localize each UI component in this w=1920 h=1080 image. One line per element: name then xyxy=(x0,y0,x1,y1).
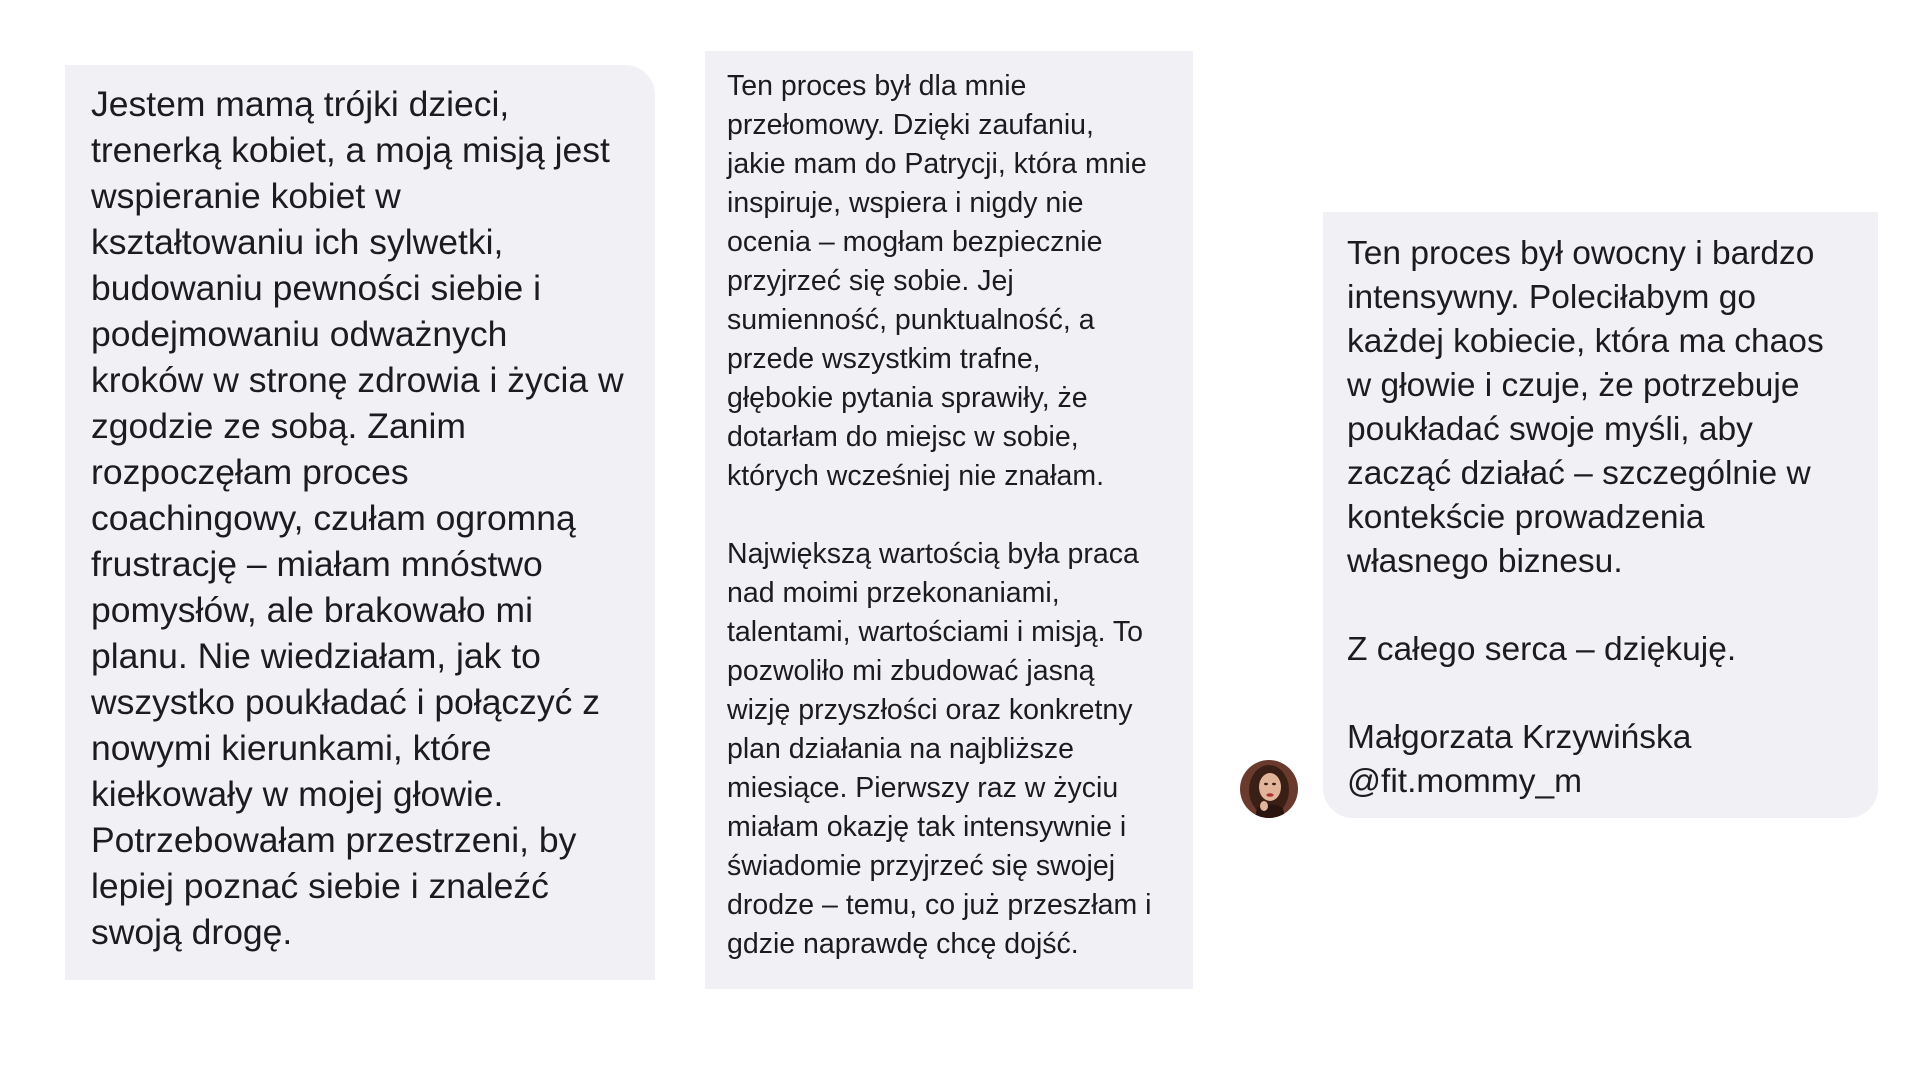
author-name: Małgorzata Krzywińska xyxy=(1347,719,1692,756)
message-paragraph-1: Ten proces był dla mnie przełomowy. Dzięki zaufaniu, jakie mam do Patrycji, która mnie inspiruje, wspiera i nigdy nie ocenia – mogłam bezpiecznie przyjrzeć się sobie. Jej sumienność, punktualność, a przede wszystkim trafne, głębokie pytania sprawiły, że dotarłam do miejsc w sobie, których wcześniej nie znałam. xyxy=(727,70,1147,492)
message-bubble-right[interactable] xyxy=(1323,212,1878,818)
message-paragraph-2: Największą wartością była praca nad moimi przekonaniami, talentami, wartościami i misją. To pozwoliło mi zbudować jasną wizję przyszłości oraz konkretny plan działania na najbliższe miesiące. Pierwszy raz w życiu miałam okazję tak intensywnie i świadomie przyjrzeć się swojej drodze – temu, co już przeszłam i gdzie naprawdę chcę dojść. xyxy=(727,538,1152,960)
avatar[interactable] xyxy=(1240,760,1298,818)
paragraph-spacer xyxy=(727,496,1179,535)
message-bubble-middle[interactable] xyxy=(705,51,1193,989)
author-handle[interactable]: @fit.mommy_m xyxy=(1347,763,1583,800)
user-avatar-photo-icon xyxy=(1240,760,1298,818)
message-bubble-left[interactable] xyxy=(65,65,655,980)
paragraph-spacer xyxy=(1347,584,1854,628)
message-paragraph-2: Z całego serca – dziękuję. xyxy=(1347,631,1737,668)
paragraph-spacer xyxy=(1347,672,1854,716)
message-text: Jestem mamą trójki dzieci, trenerką kobiet, a moją misją jest wspieranie kobiet w kształtowaniu ich sylwetki, budowaniu pewności siebie i podejmowaniu odważnych kroków w stronę zdrowia i życia w zgodzie ze sobą. Zanim rozpoczęłam proces coachingowy, czułam ogromną frustrację – miałam mnóstwo pomysłów, ale brakowało mi planu. Nie wiedziałam, jak to wszystko poukładać i połączyć z nowymi kierunkami, które kiełkowały w mojej głowie. Potrzebowałam przestrzeni, by lepiej poznać siebie i znaleźć swoją drogę. xyxy=(91,84,624,952)
message-paragraph-1: Ten proces był owocny i bardzo intensywny. Poleciłabym go każdej kobiecie, która ma chaos w głowie i czuje, że potrzebuje poukładać swoje myśli, aby zacząć działać – szczególnie w kontekście prowadzenia własnego biznesu. xyxy=(1347,235,1824,580)
